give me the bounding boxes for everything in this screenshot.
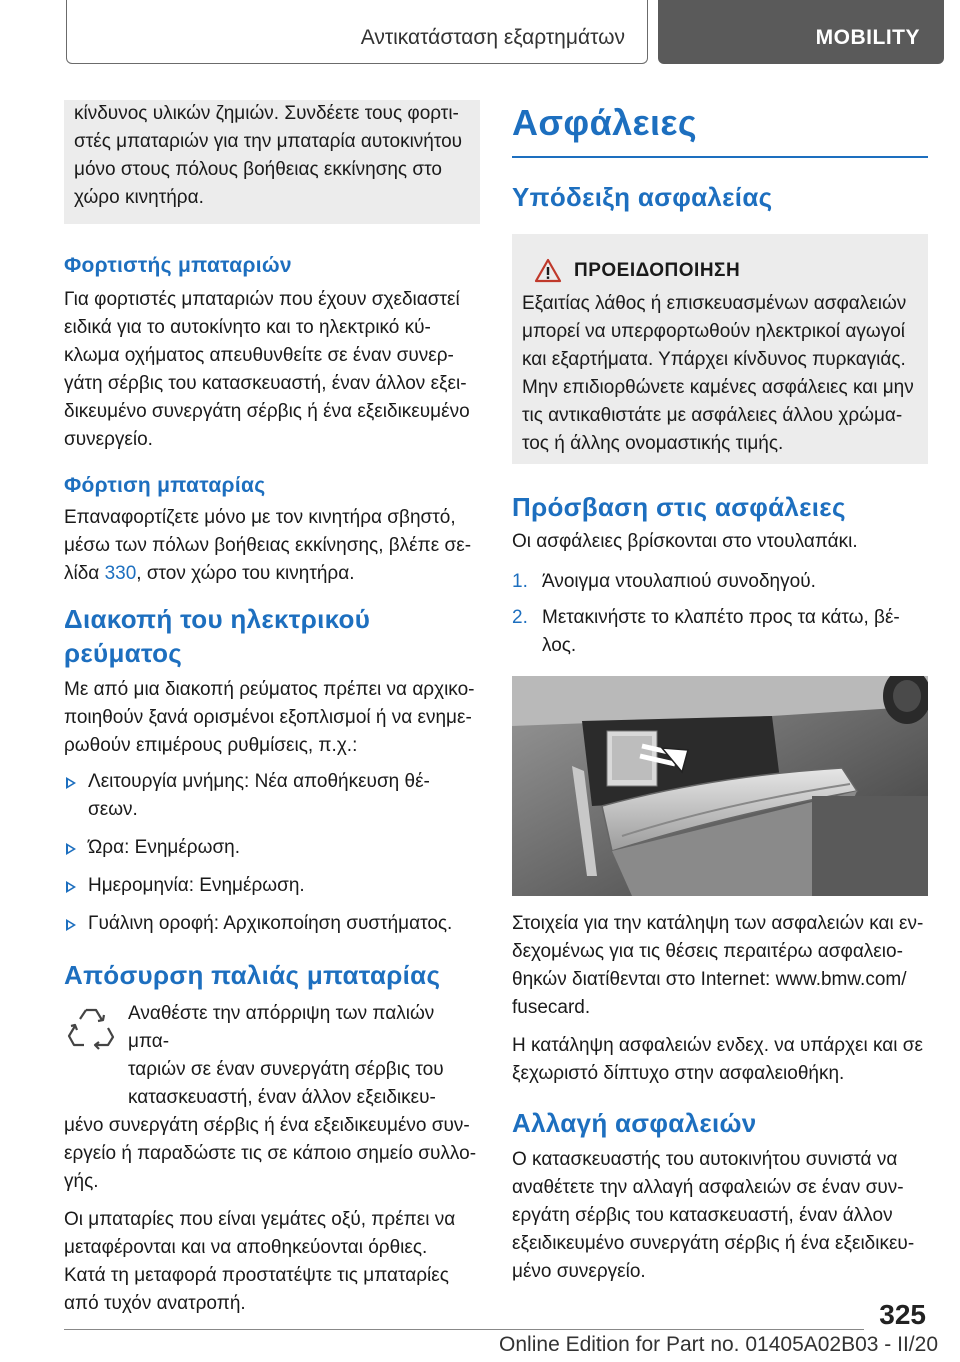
- body-line: μεταφέρονται και να αποθηκεύονται όρθιες.: [64, 1237, 428, 1258]
- fuse-access-heading: Πρόσβαση στις ασφάλειες: [512, 492, 846, 522]
- list-item-text: Γυάλινη οροφή: Αρχικοποίηση συστήματος.: [88, 913, 453, 934]
- list-item: [64, 834, 480, 862]
- body-line: δεχομένως για τις θέσεις περαιτέρω ασφαλειο-: [512, 941, 903, 962]
- heading-line: Διακοπή του ηλεκτρικού: [64, 604, 371, 634]
- step-item: [512, 568, 928, 596]
- charger-heading: Φορτιστής μπαταριών: [64, 254, 292, 277]
- body-line: Ο κατασκευαστής του αυτοκινήτου συνιστά να: [512, 1149, 898, 1170]
- body-line: ρωθούν επιμέρους ρυθμίσεις, π.χ.:: [64, 735, 358, 756]
- body-line: μέσω των πόλων βοήθειας εκκίνησης, βλέπε σε-: [64, 535, 472, 556]
- body-line: γάτη σέρβις του κατασκευαστή, έναν άλλον εξει-: [64, 373, 467, 394]
- body-line: μένο συνεργείο.: [512, 1261, 646, 1282]
- body-line: κλωμα οχήματος απευθυνθείτε σε έναν συνερ-: [64, 345, 454, 366]
- warning-line: Μην επιδιορθώνετε καμένες ασφάλειες και μην: [522, 377, 914, 398]
- list-item: [64, 872, 480, 900]
- body-line: δικευμένο συνεργάτη σέρβις ή ένα εξειδικευμένο: [64, 401, 470, 422]
- body-line: κατασκευαστή, έναν άλλον εξειδικευ-: [128, 1087, 436, 1108]
- triangle-bullet-icon: [66, 777, 76, 789]
- shaded-line: στές μπαταριών για την μπαταρία αυτοκινήτου: [74, 131, 463, 152]
- page-reference-link[interactable]: 330: [104, 563, 137, 584]
- step-number: 2.: [512, 607, 528, 628]
- edition-footer: Online Edition for Part no. 01405A02B03 - II/20: [499, 1333, 938, 1356]
- body-line: fusecard.: [512, 997, 591, 1018]
- footer-rule: [64, 1329, 864, 1330]
- heading-line: ρεύματος: [64, 638, 183, 668]
- body-text: λίδα: [64, 563, 105, 584]
- body-line: αναθέτετε την αλλαγή ασφαλειών σε έναν συν-: [512, 1177, 904, 1198]
- step-number: 1.: [512, 571, 528, 592]
- access-steps: [512, 568, 928, 660]
- charging-heading: Φόρτιση μπαταρίας: [64, 474, 266, 497]
- body-line: [64, 560, 480, 588]
- list-item: [64, 768, 480, 824]
- body-line: μένο συνεργάτη σέρβις ή ένα εξειδικευμένο συν-: [64, 1115, 470, 1136]
- triangle-bullet-icon: [66, 843, 76, 855]
- triangle-bullet-icon: [66, 919, 76, 931]
- warning-label: ΠΡΟΕΙΔΟΠΟΙΗΣΗ: [574, 260, 741, 281]
- warning-line: και εξαρτήματα. Υπάρχει κίνδυνος πυρκαγιάς.: [522, 349, 906, 370]
- body-line: ειδικά για το αυτοκίνητο και το ηλεκτρικό κύ-: [64, 317, 431, 338]
- list-item-text: σεων.: [88, 799, 138, 820]
- page-number: 325: [879, 1299, 926, 1330]
- fuses-heading: Ασφάλειες: [512, 102, 698, 143]
- body-line: συνεργείο.: [64, 429, 153, 450]
- body-text: , στον χώρο του κινητήρα.: [136, 563, 355, 584]
- step-text: Μετακινήστε το κλαπέτο προς τα κάτω, βέ-: [542, 607, 900, 628]
- step-text: Άνοιγμα ντουλαπιού συνοδηγού.: [542, 571, 816, 592]
- chapter-header-tab: [66, 0, 648, 64]
- disposal-heading: Απόσυρση παλιάς μπαταρίας: [64, 960, 441, 990]
- list-item: [64, 910, 480, 938]
- right-column: [512, 100, 928, 1286]
- body-line: Με από μια διακοπή ρεύματος πρέπει να αρχικο-: [64, 679, 475, 700]
- recycle-icon: [66, 1002, 116, 1052]
- body-line: Οι ασφάλειες βρίσκονται στο ντουλαπάκι.: [512, 531, 858, 552]
- list-item-text: Ημερομηνία: Ενημέρωση.: [88, 875, 305, 896]
- triangle-bullet-icon: [66, 881, 76, 893]
- body-line: από τυχόν ανατροπή.: [64, 1293, 246, 1314]
- fuse-change-heading: Αλλαγή ασφαλειών: [512, 1108, 757, 1138]
- body-line: Αναθέστε την απόρριψη των παλιών μπα-: [128, 1003, 435, 1052]
- shaded-line: χώρο κινητήρα.: [74, 187, 204, 208]
- section-title: MOBILITY: [815, 26, 920, 49]
- safety-note-heading: Υπόδειξη ασφαλείας: [512, 182, 773, 212]
- body-line: ποιηθούν ξανά ορισμένοι εξοπλισμοί ή να ενημε-: [64, 707, 472, 728]
- warning-triangle-icon: [534, 258, 562, 284]
- body-line: Επαναφορτίζετε μόνο με τον κινητήρα σβηστό,: [64, 507, 456, 528]
- body-line: εργείο ή παραδώστε τις σε κάποιο σημείο συλλο-: [64, 1143, 477, 1164]
- left-column: [64, 100, 480, 1318]
- chapter-title: Αντικατάσταση εξαρτημάτων: [360, 26, 625, 49]
- body-line: εργάτη σέρβις του κατασκευαστή, έναν άλλον: [512, 1205, 893, 1226]
- step-item: [512, 604, 928, 660]
- warning-continuation-box: [64, 100, 480, 224]
- body-line: Η κατάληψη ασφαλειών ενδεχ. να υπάρχει και σε: [512, 1035, 923, 1056]
- list-item-text: Λειτουργία μνήμης: Νέα αποθήκευση θέ-: [88, 771, 430, 792]
- power-interruption-heading: [64, 602, 480, 670]
- body-line: Για φορτιστές μπαταριών που έχουν σχεδιαστεί: [64, 289, 460, 310]
- list-item-text: Ώρα: Ενημέρωση.: [88, 837, 241, 858]
- body-line: ταριών σε έναν συνεργάτη σέρβις του: [128, 1059, 444, 1080]
- glovebox-photo: [512, 676, 928, 896]
- warning-line: μπορεί να υπερφορτωθούν ηλεκτρικοί αγωγοί: [522, 321, 905, 342]
- warning-box: [512, 234, 928, 464]
- body-line: Στοιχεία για την κατάληψη των ασφαλειών και εν-: [512, 913, 924, 934]
- warning-line: τις αντικαθιστάτε με ασφάλειες άλλου χρώμα-: [522, 405, 903, 426]
- step-text: λος.: [542, 635, 577, 656]
- heading-rule: [512, 156, 928, 158]
- shaded-line: μόνο στους πόλους βοήθειας εκκίνησης στο: [74, 159, 442, 180]
- shaded-line: κίνδυνος υλικών ζημιών. Συνδέετε τους φορτι-: [74, 103, 459, 124]
- body-line: θηκών διατίθενται στο Internet: www.bmw.com/: [512, 969, 907, 990]
- reset-list: [64, 768, 480, 938]
- section-header-tab: [658, 0, 944, 64]
- body-line: ξεχωριστό δίπτυχο στην ασφαλειοθήκη.: [512, 1063, 845, 1084]
- body-line: εξειδικευμένο συνεργάτη σέρβις ή ένα εξειδικευ-: [512, 1233, 915, 1254]
- body-line: Κατά τη μεταφορά προστατέψτε τις μπαταρίες: [64, 1265, 449, 1286]
- body-line: γής.: [64, 1171, 99, 1192]
- warning-line: Εξαιτίας λάθος ή επισκευασμένων ασφαλειών: [522, 293, 907, 314]
- warning-line: τος ή άλλης ονομαστικής τιμής.: [522, 433, 784, 454]
- body-line: Οι μπαταρίες που είναι γεμάτες οξύ, πρέπει να: [64, 1209, 456, 1230]
